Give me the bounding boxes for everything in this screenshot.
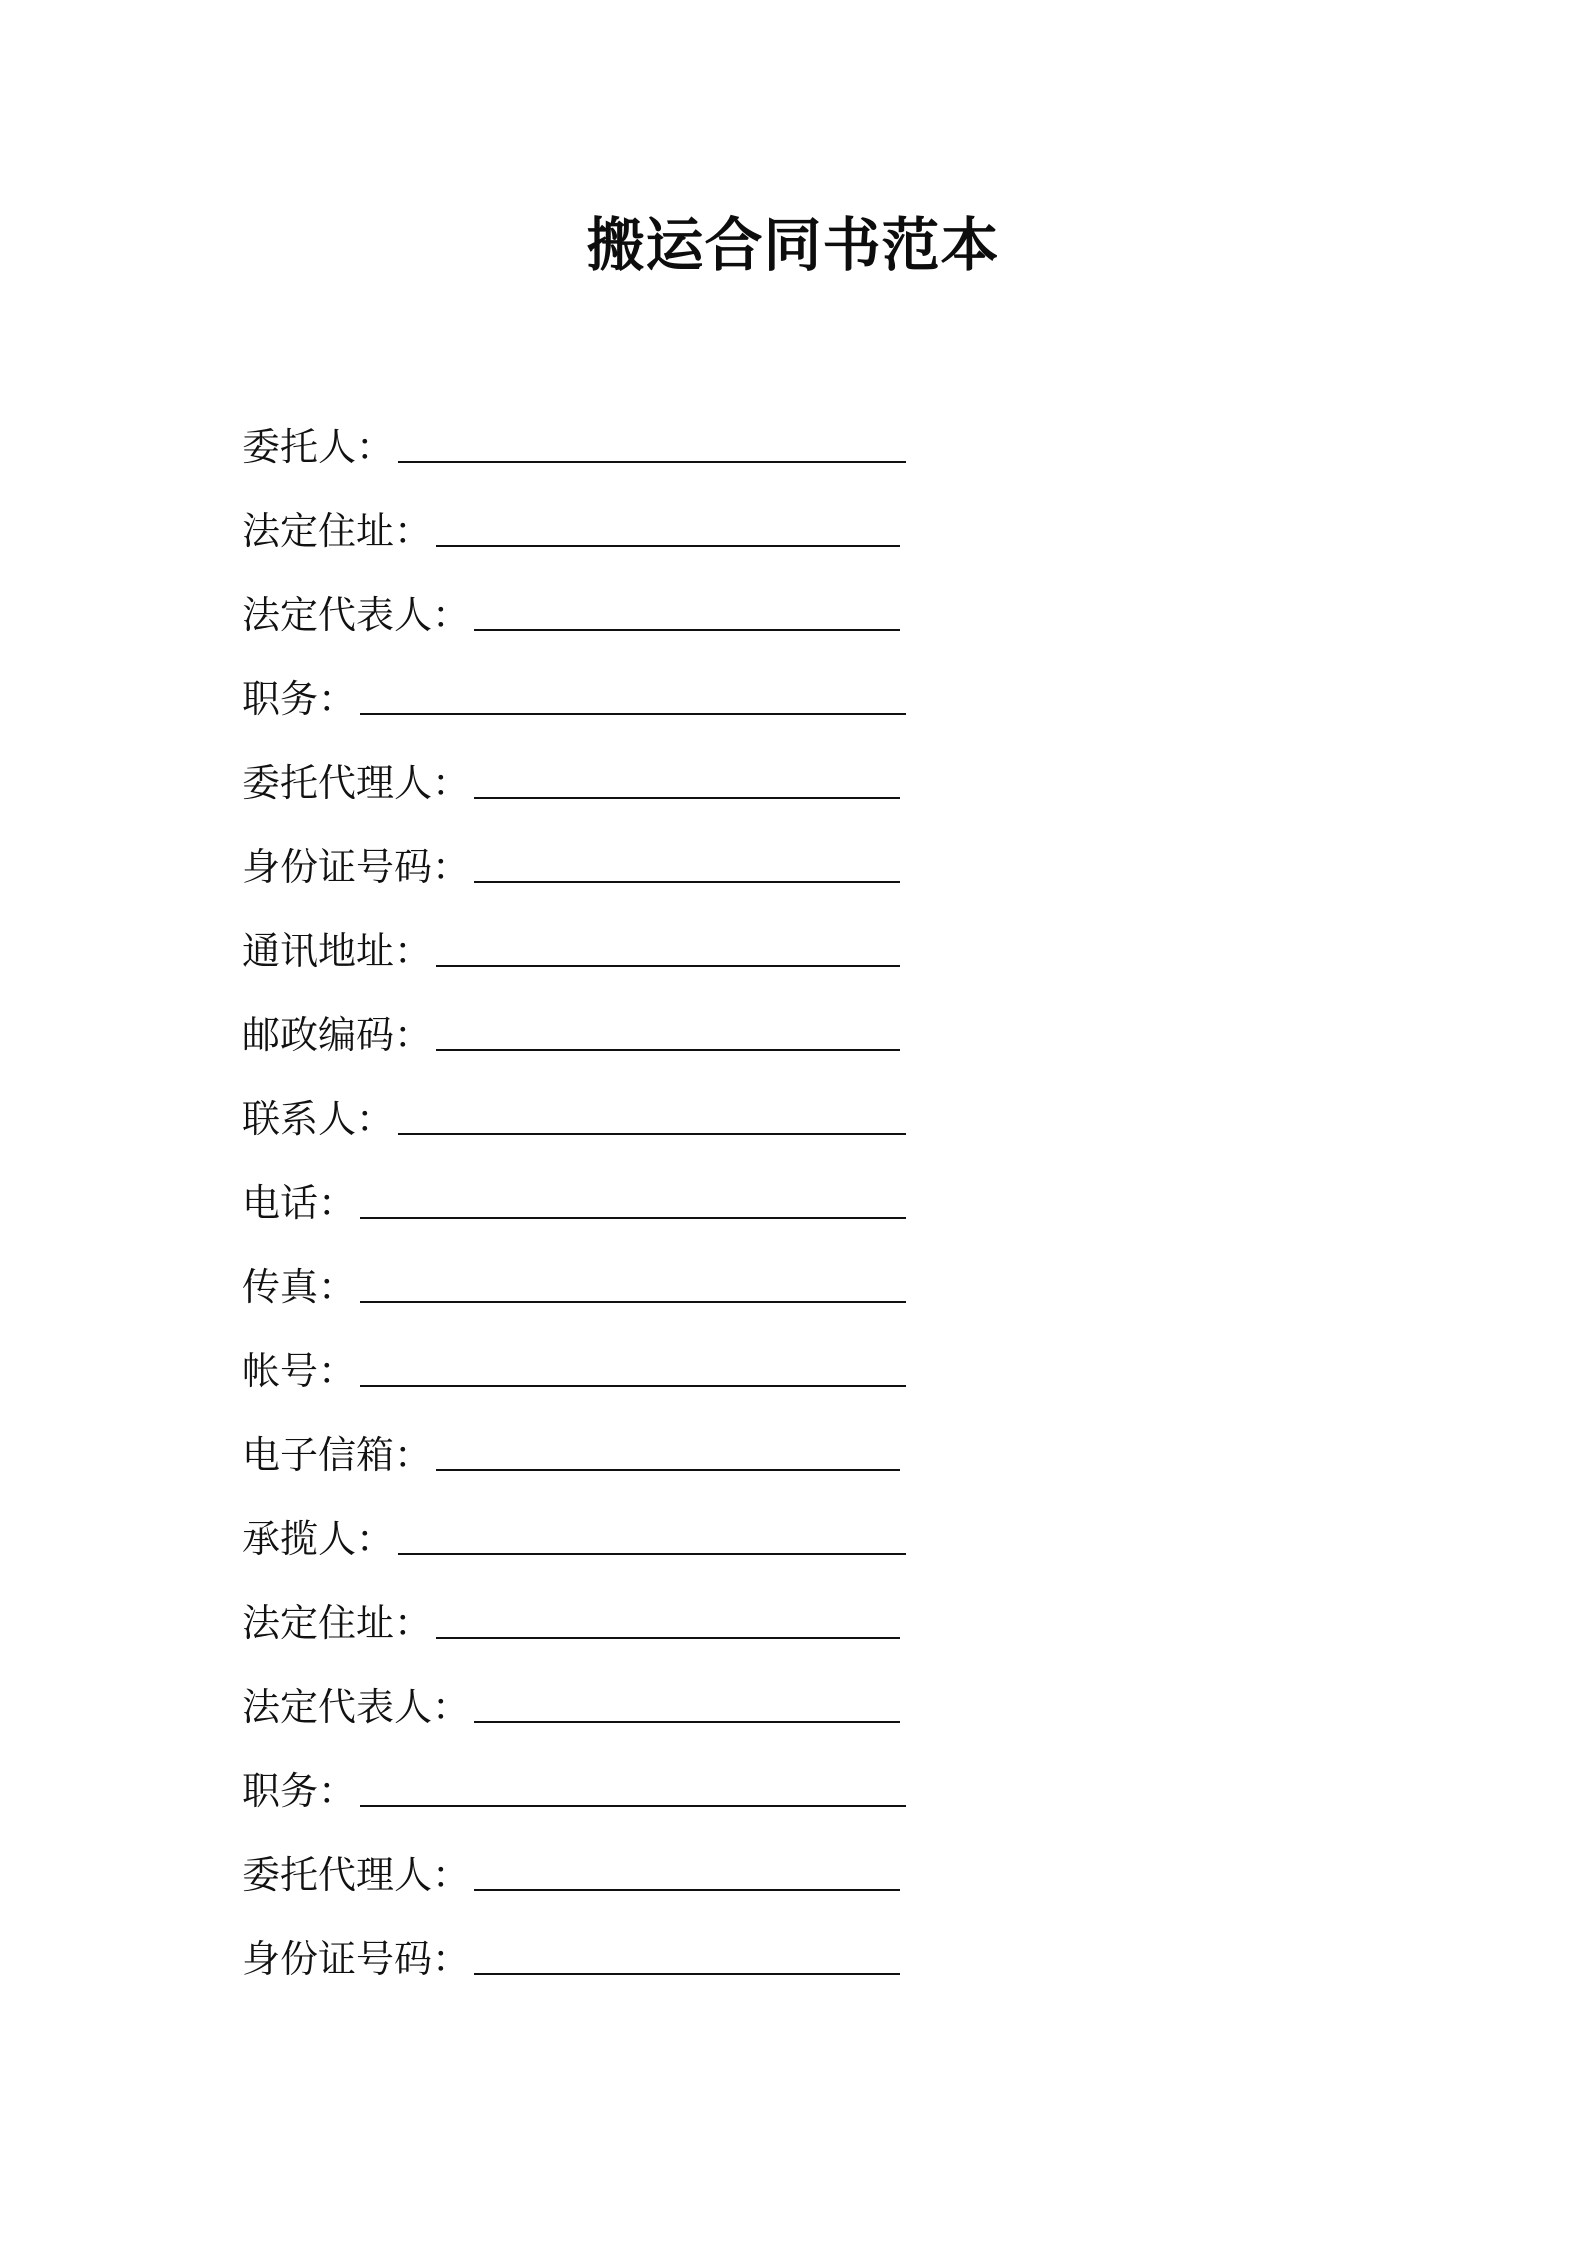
field-row (242, 1581, 1342, 1665)
field-label: 职务： (242, 677, 357, 721)
field-blank (474, 1973, 900, 1975)
field-row (242, 1077, 1342, 1161)
field-label: 帐号： (242, 1349, 357, 1393)
field-blank (360, 1217, 906, 1219)
field-blank (360, 1385, 906, 1387)
field-row (242, 1749, 1342, 1833)
field-label: 通讯地址： (242, 929, 433, 973)
party-info-fields (242, 405, 1342, 2001)
field-row (242, 1833, 1342, 1917)
field-label: 法定代表人： (242, 593, 471, 637)
field-blank (474, 629, 900, 631)
field-label: 承揽人： (242, 1517, 395, 1561)
document-title: 搬运合同书范本 (586, 211, 1000, 279)
field-row (242, 1329, 1342, 1413)
field-row (242, 489, 1342, 573)
field-row (242, 1665, 1342, 1749)
field-blank (436, 965, 900, 967)
field-label: 身份证号码： (242, 845, 471, 889)
field-blank (360, 1805, 906, 1807)
field-blank (436, 1049, 900, 1051)
field-row (242, 657, 1342, 741)
field-label: 委托代理人： (242, 1853, 471, 1897)
field-label: 法定住址： (242, 509, 433, 553)
field-blank (474, 797, 900, 799)
field-row (242, 909, 1342, 993)
field-label: 电子信箱： (242, 1433, 433, 1477)
field-blank (474, 1889, 900, 1891)
field-row (242, 1245, 1342, 1329)
field-label: 委托代理人： (242, 761, 471, 805)
field-blank (398, 1553, 906, 1555)
field-label: 传真： (242, 1265, 357, 1309)
field-blank (436, 1637, 900, 1639)
field-blank (398, 1133, 906, 1135)
field-row (242, 1161, 1342, 1245)
field-blank (360, 1301, 906, 1303)
field-blank (436, 545, 900, 547)
field-blank (360, 713, 906, 715)
field-row (242, 993, 1342, 1077)
field-label: 职务： (242, 1769, 357, 1813)
field-blank (436, 1469, 900, 1471)
field-row (242, 405, 1342, 489)
field-row (242, 573, 1342, 657)
field-blank (398, 461, 906, 463)
field-label: 联系人： (242, 1097, 395, 1141)
field-row (242, 825, 1342, 909)
field-blank (474, 1721, 900, 1723)
field-row (242, 1917, 1342, 2001)
field-row (242, 1413, 1342, 1497)
field-row (242, 1497, 1342, 1581)
field-blank (474, 881, 900, 883)
field-label: 法定代表人： (242, 1685, 471, 1729)
field-row (242, 741, 1342, 825)
field-label: 身份证号码： (242, 1937, 471, 1981)
field-label: 电话： (242, 1181, 357, 1225)
field-label: 法定住址： (242, 1601, 433, 1645)
field-label: 邮政编码： (242, 1013, 433, 1057)
field-label: 委托人： (242, 425, 395, 469)
